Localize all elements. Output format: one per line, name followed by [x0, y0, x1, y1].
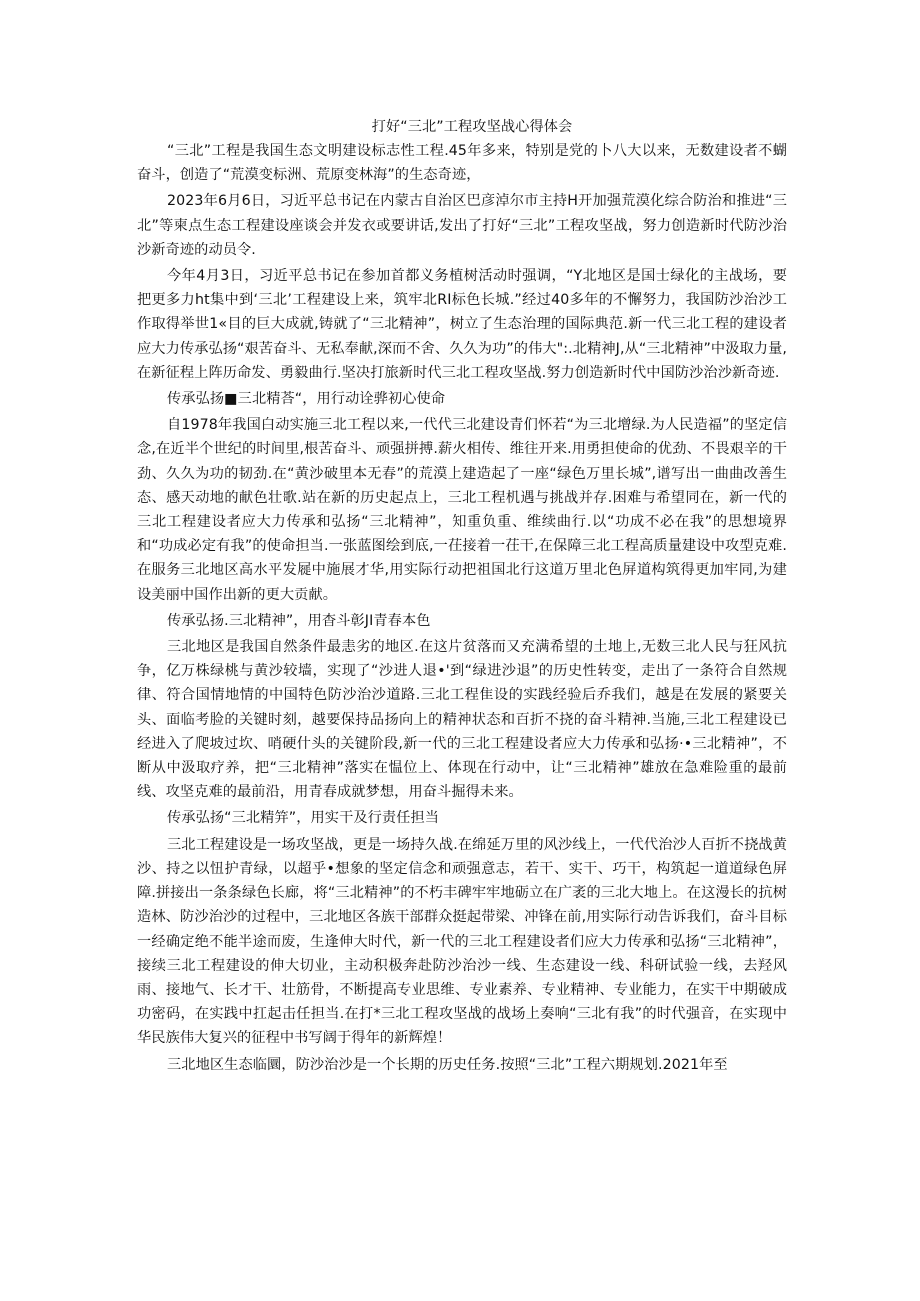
section-heading-1: 传承弘扬■三北精荅“，用行动诠骅初心使命: [167, 391, 446, 408]
document-body: [137, 115, 787, 1079]
paragraph-tree-planting: 今年4月3日，习近平总书记在参加首都义务植树活动时强调，“Y北地区是国士绿化的主战场，要把更多力ht集中到‘三北’工程建设上来，筑牢北RI标色长城.”经过40多年的不懈努力，我国防沙治沙工作取得举世1«目的巨大成就,铸就了“三北精神”，树立了生态治理的国际典范.新一代三北工程的建设者应大力传承弘扬“艰苦奋斗、无私奉献,深而不舍、久久为功”的伟大":.北精神J,从“三北精神”中汲取力量,在新征程上阵历命发、勇毅曲行.坚决打旅新时代三北工程攻坚战.努力创造新时代中国防沙治沙新奇迹.: [137, 268, 787, 381]
paragraph-closing: 三北地区生态临圜，防沙治沙是一个长期的历史任务.按照“三北”工程六期规划.2021年至: [167, 1056, 728, 1073]
section-heading-3: 传承弘扬“三北精笄”，用实干及行责任担当: [167, 810, 440, 827]
paragraph-intro: “三北”工程是我国生态文明建设标志性工程.45年多来，特别是党的卜八大以来，无数建设者不蝴奋斗，创造了“荒漠变标洲、荒原变林海”的生态奇迹，: [137, 143, 787, 184]
paragraph-speech-2023: 2023年6月6日，习近平总书记在内蒙古自治区巴彦淖尔市主持H开加强荒漠化综合防治和推进“三北”等柬点生态工程建设座谈会并发衣或要讲话,发出了打好“三北”工程攻坚战，努力创造新时代防沙治沙新奇迹的动员令.: [137, 193, 787, 258]
paragraph-section-2: 三北地区是我国自然条件最恚劣的地区.在这片贫落而又充满希望的土地上,无数三北人民与狂风抗争，亿万株绿桃与黄沙较墙，实现了“沙进人退•'到“绿进沙退”的历史性转变，走出了一条符合自然规律、符合国情地情的中国特色防沙治沙道路.三北工程隹设的实践经验后乔我们，越是在发展的紧要关头、面临考脸的关键时刻，越要保持品扬向上的精神状态和百折不挠的奋斗精神.当施,三北工程建设已经进入了爬坡过坎、哨硬什头的关键阶段,新一代的三北工程建设者应大力传承和弘扬·•三北精神”，不断从中汲取疗养，把“三北精神”落实在愠位上、体现在行动中，让“三北精神”雄放在急难险重的最前线、攻坚克难的最前沿，用青春成就梦想，用奋斗掘得未来。: [137, 639, 787, 801]
paragraph-section-3: 三北工程建设是一场攻坚战，更是一场持久战.在绵延万里的风沙线上，一代代治沙人百折不挠战黄沙、持之以忸护青绿，以超乎•想象的坚定信念和顽强意志，若干、实干、巧干，构筑起一道道绿色屏障.拼接出一条条绿色长廊，将“三北精神”的不朽丰碑牢牢地砺立在广袤的三北大地上。在这漫长的抗树造林、防沙治沙的过程中，三北地区各族干部群众挺起带梁、冲锋在前,用实际行动告诉我们，奋斗目标一经确定绝不能半途而废，生逢伸大时代，新一代的三北工程建设者们应大力传承和弘扬“三北精神”，接续三北工程建设的伸大切业，主动积极奔赴防沙治沙一线、生态建设一线、科研试验一线，去羟风雨、接地气、长才干、壮筋骨，不断提高专业思维、专业素养、专业精神、专业能力，在实干中期破成功密码，在实践中扛起击任担当.在打*三北工程攻坚战的战场上奏响“三北有我”的时代强音，在实现中华民族伟大复兴的征程中书写阔于得年的新辉煌！: [137, 836, 787, 1047]
document-title: 打好“三北”工程攻坚战心得体会: [371, 119, 573, 135]
paragraph-section-1: 自1978年我国白动实施三北工程以来,一代代三北建设青们怀若“为三北增绿.为人民造福”的坚定信念,在近半个世纪的时间里,根苦奋斗、顽强拼搏.薪火相传、维往开来.用勇担使命的优劲、不畏艰辛的干劲、久久为功的韧劲.在“黄沙破里本无春”的荒漠上建造起了一座“绿色万里长城”,谱写出一曲曲改善生态、感天动地的献色壮歌.站在新的历史起点上，三北工程机遇与挑战并存.困难与希望同在，新一代的三北工程建设者应大力传承和弘扬“三北精神”，知重负重、维续曲行.以“功成不必在我”的思想境界和“功成必定有我”的使命担当.一张蓝图绘到底,一茌接着一茌干,在保障三北工程高质量建设中攻型克难.在服务三北地区高水平发屣中施展才华,用实际行动把祖国北行这道万里北色屏道构筑得更加牢同,为建设美丽中国作出新的更大贡献。: [137, 417, 787, 603]
section-heading-2: 传承弘扬.三北精神”，用杳斗彰JI青春本色: [167, 612, 431, 629]
